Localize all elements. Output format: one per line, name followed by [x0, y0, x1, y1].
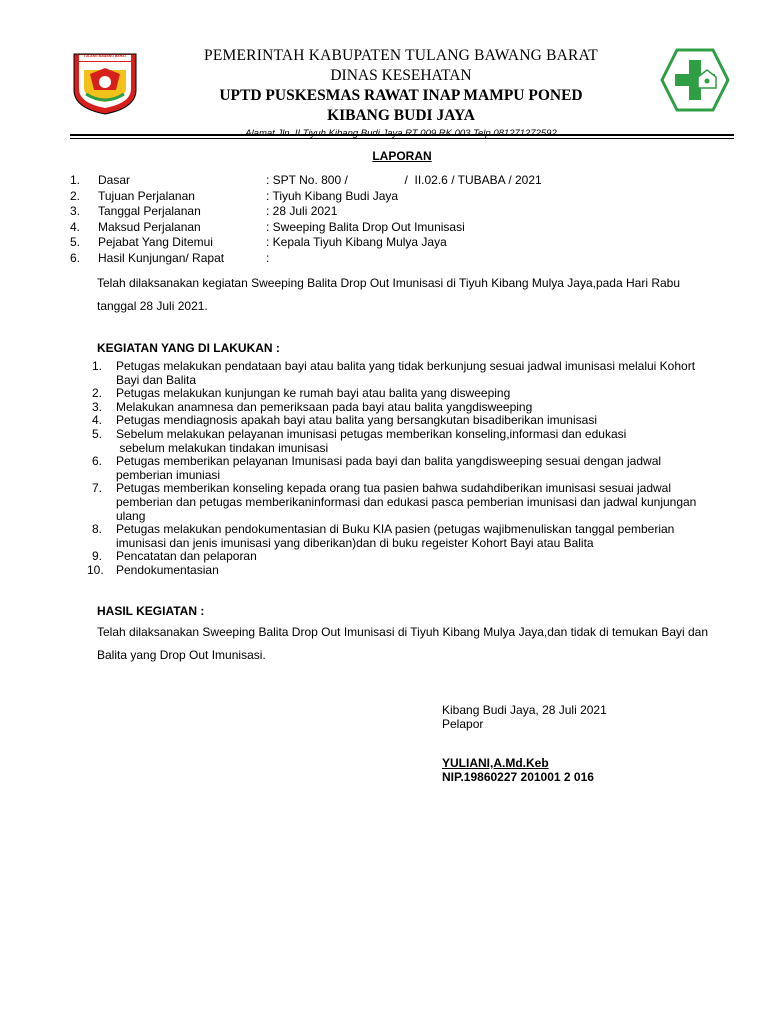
info-row — [70, 251, 710, 267]
item-line: Petugas melakukan kunjungan ke rumah bayi atau balita yang disweeping — [116, 386, 511, 401]
item-number: 1. — [92, 359, 103, 373]
info-value: : — [266, 250, 270, 265]
item-line: Pendokumentasian — [116, 562, 219, 577]
activities-heading: KEGIATAN YANG DI LAKUKAN : — [97, 341, 280, 355]
info-value: : Sweeping Balita Drop Out Imunisasi — [266, 219, 465, 234]
info-number: 3. — [70, 204, 81, 218]
item-number: 2. — [92, 386, 103, 401]
list-item — [88, 523, 728, 550]
signature-place-date: Kibang Budi Jaya, 28 Juli 2021 — [442, 703, 607, 717]
info-value: : 28 Juli 2021 — [266, 204, 338, 218]
list-item — [88, 482, 728, 523]
info-number: 6. — [70, 250, 81, 265]
list-item — [88, 387, 728, 401]
item-line: Petugas memberikan konseling kepada orang tua pasien bahwa sudahdiberikan imunisasi sesuai jadwal — [116, 481, 672, 496]
item-number: 3. — [92, 399, 103, 414]
letterhead-rule-thin — [70, 138, 734, 139]
letterhead-line-3: UPTD PUSKESMAS RAWAT INAP MAMPU PONED — [219, 87, 583, 104]
report-info-list — [70, 173, 710, 266]
signatory-nip: NIP.19860227 201001 2 016 — [442, 770, 594, 784]
info-row — [70, 235, 710, 251]
letterhead-rule-thick — [70, 134, 734, 136]
item-line: Petugas melakukan pendataan bayi atau balita yang tidak berkunjung sesuai jadwal imunisasi melalui Kohort — [116, 359, 696, 373]
list-item — [88, 401, 728, 415]
info-label: Dasar — [98, 173, 131, 187]
puskesmas-logo — [660, 48, 730, 112]
intro-line-1: Telah dilaksanakan kegiatan Sweeping Balita Drop Out Imunisasi di Tiyuh Kibang Mulya Jaya,pada Hari Rabu — [97, 276, 681, 290]
info-label: Pejabat Yang Ditemui — [98, 235, 213, 249]
item-line: Petugas mendiagnosis apakah bayi atau balita yang bersangkutan bisadiberikan imunisasi — [116, 413, 597, 428]
intro-paragraph — [97, 272, 737, 318]
report-title: LAPORAN — [372, 149, 432, 163]
list-item — [88, 455, 728, 482]
result-heading: HASIL KEGIATAN : — [97, 604, 205, 618]
info-label: Hasil Kunjungan/ Rapat — [98, 250, 225, 265]
item-line: Melakukan anamnesa dan pemeriksaan pada bayi atau balita yangdisweeping — [116, 399, 533, 414]
item-number: 10. — [87, 562, 104, 577]
result-paragraph — [97, 621, 737, 667]
list-item — [88, 360, 728, 387]
item-line: imunisasi dan jenis imunisasi yang diberikan)dan di buku regeister Kohort Bayi atau Balita — [116, 535, 594, 550]
info-value: : Kepala Tiyuh Kibang Mulya Jaya — [266, 235, 447, 249]
list-item — [88, 550, 728, 564]
info-number: 5. — [70, 235, 81, 249]
item-line: Sebelum melakukan pelayanan imunisasi petugas memberikan konseling,informasi dan edukasi — [116, 426, 627, 441]
info-number: 1. — [70, 173, 81, 187]
item-line: pemberian dan petugas memberikaninformasi dan edukasi pasca pemberian imunisasi dan jadwal kunjungan — [116, 494, 697, 509]
result-line-2: Balita yang Drop Out Imunisasi. — [97, 648, 266, 662]
item-line: sebelum melakukan tindakan imunisasi — [116, 440, 329, 455]
regency-emblem-logo — [70, 50, 140, 116]
item-number: 9. — [92, 549, 103, 564]
info-row — [70, 173, 710, 189]
emblem-text: TULANG BAWANG BARAT — [83, 53, 127, 58]
item-line: Pencatatan dan pelaporan — [116, 549, 257, 564]
list-item — [88, 414, 728, 428]
list-item — [88, 564, 728, 578]
letterhead-line-1: PEMERINTAH KABUPATEN TULANG BAWANG BARAT — [204, 47, 598, 64]
item-number: 6. — [92, 454, 103, 469]
signatory-name: YULIANI,A.Md.Keb — [442, 756, 549, 770]
item-line: pemberian imuniasi — [116, 467, 221, 482]
info-number: 2. — [70, 188, 81, 203]
item-number: 4. — [92, 413, 103, 428]
letterhead-line-4: KIBANG BUDI JAYA — [327, 107, 475, 124]
item-number: 5. — [92, 426, 103, 441]
info-value: : Tiyuh Kibang Budi Jaya — [266, 188, 399, 203]
info-label: Tanggal Perjalanan — [98, 204, 201, 218]
info-row — [70, 220, 710, 236]
info-row — [70, 204, 710, 220]
item-line: ulang — [116, 508, 146, 523]
letterhead-line-2: DINAS KESEHATAN — [330, 67, 472, 84]
letterhead — [150, 46, 652, 142]
info-value: : SPT No. 800 / / II.02.6 / TUBABA / 2021 — [266, 173, 542, 187]
item-line: Petugas melakukan pendokumentasian di Buku KIA pasien (petugas wajibmenuliskan tanggal pemberian — [116, 522, 675, 537]
item-number: 7. — [92, 481, 103, 496]
signature-role: Pelapor — [442, 717, 484, 731]
info-label: Tujuan Perjalanan — [98, 188, 195, 203]
item-line: Petugas memberikan pelayanan Imunisasi pada bayi dan balita yangdisweeping sesuai dengan jadwal — [116, 454, 662, 469]
list-item — [88, 428, 728, 455]
letterhead-address: Alamat Jln. II Tiyuh Kibang Budi Jaya RT 009 RK 003 Telp.081271272592 — [245, 128, 557, 139]
item-line: Bayi dan Balita — [116, 372, 197, 387]
intro-line-2: tanggal 28 Juli 2021. — [97, 299, 208, 313]
info-number: 4. — [70, 219, 81, 234]
info-label: Maksud Perjalanan — [98, 219, 201, 234]
item-number: 8. — [92, 522, 103, 537]
result-line-1: Telah dilaksanakan Sweeping Balita Drop Out Imunisasi di Tiyuh Kibang Mulya Jaya,dan tidak di temukan Bayi dan — [97, 625, 709, 639]
info-row — [70, 189, 710, 205]
activities-list — [88, 360, 728, 578]
